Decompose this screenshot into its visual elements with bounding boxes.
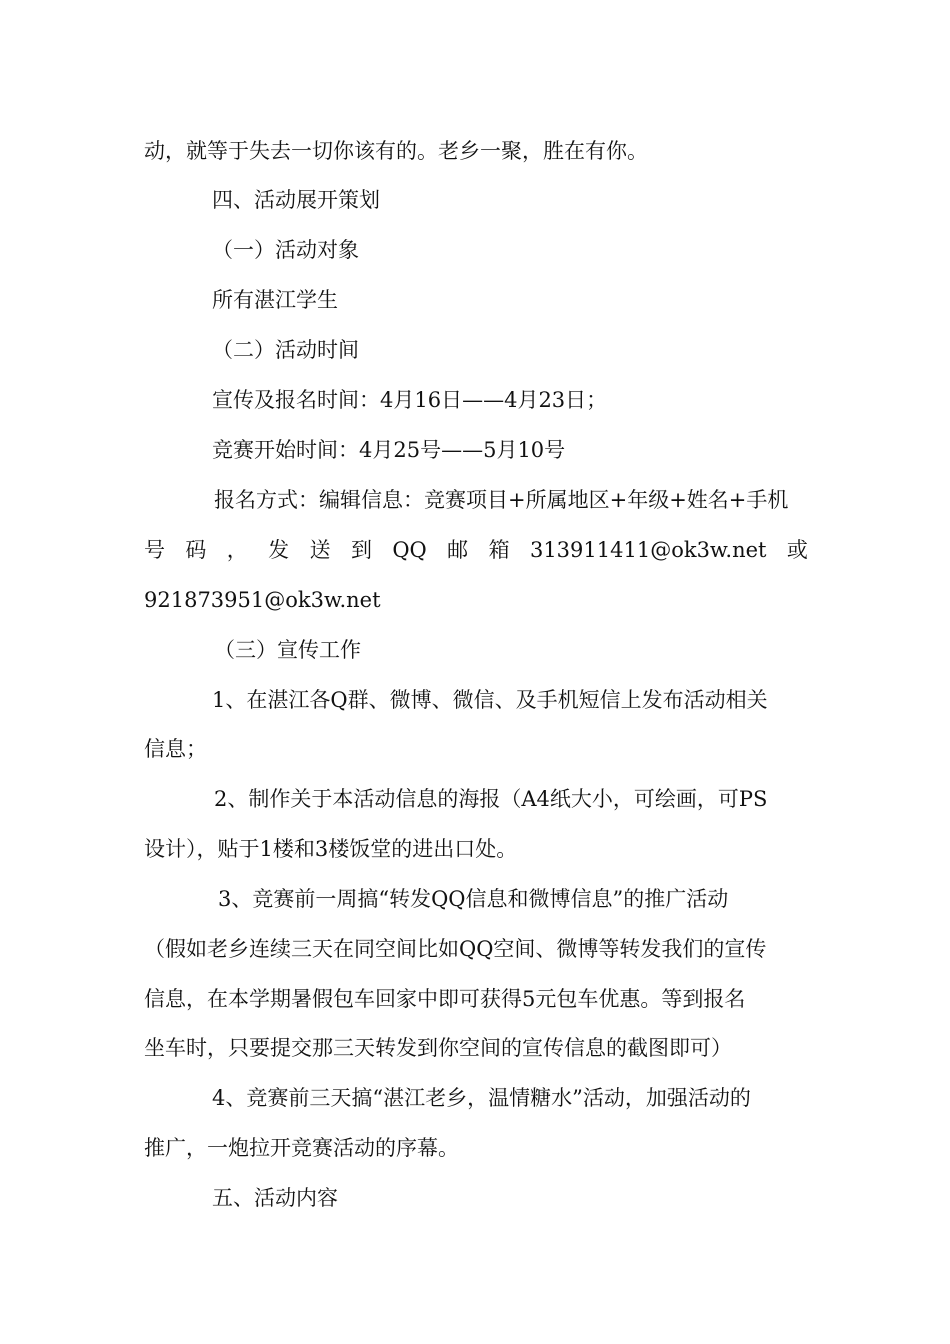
subsection-heading: （三）宣传工作 [214, 638, 361, 662]
word: 到 [350, 538, 372, 562]
word: QQ [392, 538, 427, 562]
word: 发 [268, 538, 290, 562]
paragraph-line: 坐车时，只要提交那三天转发到你空间的宣传信息的截图即可） [144, 1036, 732, 1060]
paragraph-line: 信息，在本学期暑假包车回家中即可获得5元包车优惠。等到报名 [144, 987, 746, 1011]
paragraph-line: 2、制作关于本活动信息的海报（A4纸大小，可绘画，可PS [214, 787, 768, 811]
paragraph-line: 宣传及报名时间：4月16日——4月23日； [212, 388, 608, 412]
section-heading: 四、活动展开策划 [212, 188, 380, 212]
word: 或 [786, 538, 808, 562]
paragraph-line: 1、在湛江各Q群、微博、微信、及手机短信上发布活动相关 [212, 688, 768, 712]
paragraph-line: 竞赛开始时间：4月25号——5月10号 [212, 438, 566, 462]
word: 号 [144, 538, 165, 562]
paragraph-line: 设计），贴于1楼和3楼饭堂的进出口处。 [144, 837, 518, 861]
word: 邮 [447, 538, 469, 562]
paragraph-line: 4、竞赛前三天搞“湛江老乡，温情糖水”活动，加强活动的 [212, 1086, 751, 1110]
word: ， [226, 538, 248, 562]
subsection-heading: （一）活动对象 [212, 238, 359, 262]
word: 码 [185, 538, 207, 562]
paragraph-line: 3、竞赛前一周搞“转发QQ信息和微博信息”的推广活动 [218, 887, 729, 911]
paragraph-line: 所有湛江学生 [212, 288, 338, 312]
paragraph-line: 推广，一炮拉开竞赛活动的序幕。 [144, 1136, 459, 1160]
paragraph-line: （假如老乡连续三天在同空间比如QQ空间、微博等转发我们的宣传 [144, 937, 767, 961]
word: 送 [309, 538, 331, 562]
word: 箱 [488, 538, 510, 562]
paragraph-line: 报名方式：编辑信息：竞赛项目+所属地区+年级+姓名+手机 [214, 488, 789, 512]
email-text: 921873951@ok3w.net [144, 588, 381, 612]
paragraph-line: 信息； [144, 737, 207, 761]
paragraph-line-justified [144, 535, 808, 565]
email-text: 313911411@ok3w.net [529, 538, 767, 562]
subsection-heading: （二）活动时间 [212, 338, 359, 362]
paragraph-line: 动，就等于失去一切你该有的。老乡一聚，胜在有你。 [144, 139, 648, 163]
section-heading: 五、活动内容 [212, 1186, 338, 1210]
